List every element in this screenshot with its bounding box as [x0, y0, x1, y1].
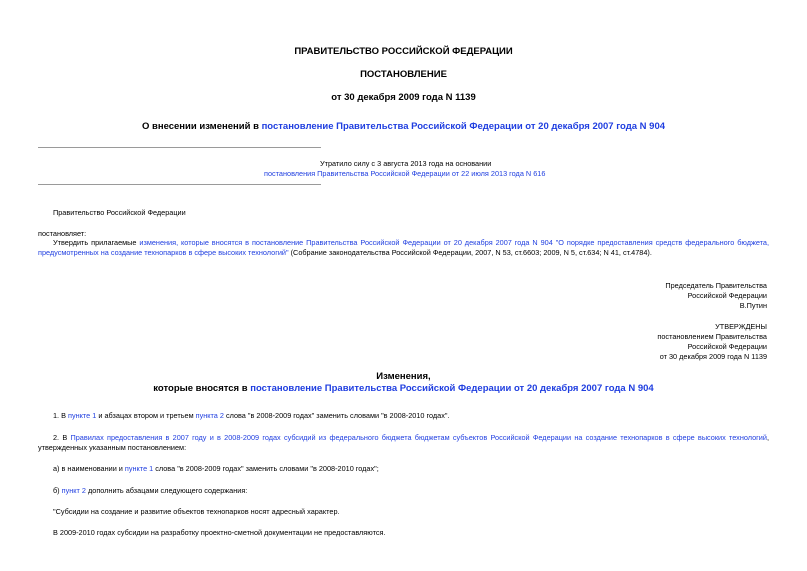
approve-link[interactable]: изменения, которые вносятся в постановление Правительства Российской Федерации от 20 декабря 2007 года N 904 "О порядке предоставления средств федерального бюджета, предусмотренных на создание технопарков в сфере высоких технологий" [38, 238, 770, 257]
repeal-note-link[interactable]: постановления Правительства Российской Федерации от 22 июля 2013 года N 616 [264, 169, 546, 178]
divider-bottom [38, 184, 321, 185]
change-item-1-link-2[interactable]: пункта 2 [195, 411, 224, 420]
approved-heading: УТВЕРЖДЕНЫ [715, 322, 767, 331]
quote-line-1: "Субсидии на создание и развитие объектов технопарков носят адресный характер. [53, 507, 340, 516]
approved-date: от 30 декабря 2009 года N 1139 [659, 352, 767, 361]
quote-line-2: В 2009-2010 годах субсидии на разработку проектно-сметной документации не предоставляются. [53, 528, 386, 537]
changes-heading: Изменения, [376, 371, 431, 382]
change-item-b [53, 486, 769, 496]
change-item-a-text-a: а) в наименовании и [53, 464, 125, 473]
change-item-2-link[interactable]: Правилах предоставления в 2007 году и в 2008-2009 годах субсидий из федерального бюджета бюджетам субъектов Российской Федерации на создание технопарков в сфере высоких технологий [70, 433, 767, 442]
approve-suffix: (Собрание законодательства Российской Федерации, 2007, N 53, ст.6603; 2009, N 5, ст.634; N 41, ст.4784). [288, 248, 652, 257]
signature-name: В.Путин [739, 301, 767, 310]
government-name: ПРАВИТЕЛЬСТВО РОССИЙСКОЙ ФЕДЕРАЦИИ [294, 46, 513, 57]
approve-prefix: Утвердить прилагаемые [53, 238, 140, 247]
change-item-b-text-b: дополнить абзацами следующего содержания: [85, 486, 248, 495]
document-type: ПОСТАНОВЛЕНИЕ [360, 69, 447, 80]
changes-subheading [0, 383, 807, 394]
divider-top [38, 147, 321, 148]
change-item-1 [53, 411, 769, 421]
change-item-b-link[interactable]: пункт 2 [61, 486, 86, 495]
change-item-a [53, 464, 769, 474]
change-item-b-text-a: б) [53, 486, 62, 495]
change-item-2-text-a: 2. В [53, 433, 71, 442]
decides-line: постановляет: [38, 229, 87, 238]
title-link[interactable]: постановление Правительства Российской Федерации от 20 декабря 2007 года N 904 [261, 121, 666, 132]
change-item-1-text-c: слова "в 2008-2009 годах" заменить словами "в 2008-2010 годах". [223, 411, 450, 420]
title-prefix: О внесении изменений в [141, 121, 262, 132]
change-item-2 [38, 433, 769, 453]
signature-title: Председатель Правительства [665, 281, 767, 290]
change-item-2-text-b: , утвержденных указанным постановлением: [38, 433, 769, 452]
change-item-1-link-1[interactable]: пункте 1 [68, 411, 97, 420]
change-item-a-link[interactable]: пункте 1 [124, 464, 154, 473]
approve-paragraph [38, 238, 769, 258]
change-item-a-text-b: слова "в 2008-2009 годах" заменить словами "в 2008-2010 годах"; [153, 464, 379, 473]
approved-org: Российской Федерации [687, 342, 767, 351]
change-item-1-text-b: и абзацах втором и третьем [96, 411, 196, 420]
document-date: от 30 декабря 2009 года N 1139 [331, 92, 476, 103]
document-title [0, 121, 807, 132]
signature-org: Российской Федерации [687, 291, 767, 300]
approved-by: постановлением Правительства [657, 332, 767, 341]
changes-subheading-link[interactable]: постановление Правительства Российской Федерации от 20 декабря 2007 года N 904 [250, 383, 654, 394]
change-item-1-text-a: 1. В [53, 411, 69, 420]
changes-subheading-prefix: которые вносятся в [153, 383, 251, 394]
government-line: Правительство Российской Федерации [53, 208, 186, 217]
repeal-note-line1: Утратило силу с 3 августа 2013 года на основании [320, 159, 492, 168]
